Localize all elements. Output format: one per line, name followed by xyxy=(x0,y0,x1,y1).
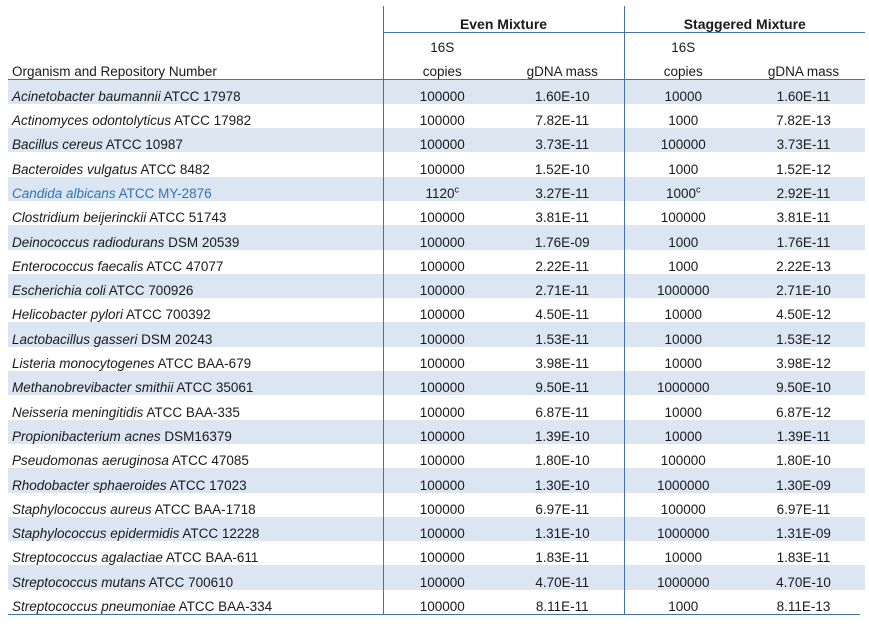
organism-repository-number: ATCC 47077 xyxy=(143,258,224,274)
cell-staggered-gdna-mass-value: 1.52E-12 xyxy=(776,161,831,177)
cell-staggered-16s-copies-value: 100000 xyxy=(660,453,706,469)
cell-staggered-gdna-mass xyxy=(742,298,865,322)
cell-organism xyxy=(8,468,383,492)
cell-staggered-16s-copies xyxy=(624,177,742,201)
organism-repository-number: ATCC 700392 xyxy=(123,307,211,323)
organism-repository-number: ATCC 8482 xyxy=(137,161,210,177)
cell-organism xyxy=(8,347,383,371)
cell-staggered-16s-copies xyxy=(624,420,742,444)
cell-staggered-16s-copies-value: 100000 xyxy=(660,137,706,153)
cell-even-16s-copies-value: 100000 xyxy=(419,283,465,299)
table-row xyxy=(8,468,865,492)
cell-staggered-16s-copies xyxy=(624,565,742,589)
cell-staggered-16s-copies xyxy=(624,541,742,565)
cell-even-gdna-mass-value: 1.80E-10 xyxy=(534,453,590,469)
cell-even-gdna-mass xyxy=(501,322,624,346)
header-staggered-gdna-mass: gDNA mass xyxy=(767,64,840,79)
cell-even-16s-copies xyxy=(383,322,501,346)
table-row xyxy=(8,201,865,225)
cell-staggered-16s-copies-value: 1000 xyxy=(665,185,697,201)
cell-even-gdna-mass-value: 8.11E-11 xyxy=(535,599,589,615)
organism-repository-number: ATCC BAA-335 xyxy=(143,404,240,420)
cell-staggered-gdna-mass xyxy=(742,468,865,492)
organism-repository-number: ATCC 10987 xyxy=(102,137,183,153)
cell-staggered-gdna-mass xyxy=(742,128,865,152)
organism-species-name: Streptococcus pneumoniae xyxy=(12,599,176,615)
organism-species-name: Neisseria meningitidis xyxy=(12,404,144,420)
cell-even-16s-copies-value: 100000 xyxy=(419,88,465,104)
cell-staggered-gdna-mass xyxy=(742,444,865,468)
cell-staggered-gdna-mass-value: 7.82E-13 xyxy=(776,113,831,129)
organism-species-name: Bacillus cereus xyxy=(12,137,103,153)
organism-species-name: Staphylococcus epidermidis xyxy=(12,526,180,542)
cell-staggered-gdna-mass-value: 1.76E-11 xyxy=(776,234,831,250)
cell-even-16s-copies xyxy=(383,517,501,541)
table-row xyxy=(8,128,865,152)
cell-staggered-16s-copies xyxy=(624,250,742,274)
table-row xyxy=(8,177,865,201)
header-sub-blank xyxy=(8,33,383,56)
cell-even-gdna-mass xyxy=(501,274,624,298)
cell-even-gdna-mass-value: 3.27E-11 xyxy=(535,185,590,201)
cell-even-gdna-mass-value: 4.50E-11 xyxy=(535,307,590,323)
cell-even-16s-copies xyxy=(383,298,501,322)
organism-repository-number: ATCC 12228 xyxy=(179,526,260,542)
organism-repository-number: ATCC BAA-611 xyxy=(162,550,259,566)
organism-repository-number: ATCC 17978 xyxy=(160,88,241,104)
cell-even-gdna-mass xyxy=(501,225,624,249)
organism-species-name: Acinetobacter baumannii xyxy=(12,88,161,104)
cell-organism xyxy=(8,250,383,274)
organism-repository-number: ATCC 35061 xyxy=(173,380,254,396)
cell-staggered-16s-copies-value: 100000 xyxy=(660,210,706,226)
header-blank-cell xyxy=(8,6,383,33)
cell-staggered-16s-copies-value: 1000 xyxy=(668,599,699,615)
organism-species-name: Helicobacter pylori xyxy=(12,307,124,323)
cell-staggered-16s-copies xyxy=(624,590,742,614)
cell-staggered-gdna-mass xyxy=(742,80,865,104)
cell-staggered-gdna-mass-value: 9.50E-10 xyxy=(776,380,831,396)
cell-organism xyxy=(8,420,383,444)
cell-even-gdna-mass xyxy=(501,201,624,225)
header-even-mixture: Even Mixture xyxy=(383,6,624,33)
cell-staggered-16s-copies-value: 10000 xyxy=(664,307,703,323)
cell-staggered-gdna-mass-value: 6.97E-11 xyxy=(776,501,831,517)
cell-even-gdna-mass-value: 2.22E-11 xyxy=(535,258,590,274)
cell-staggered-gdna-mass xyxy=(742,493,865,517)
cell-staggered-gdna-mass-value: 6.87E-12 xyxy=(776,404,831,420)
table-row xyxy=(8,371,865,395)
cell-even-16s-copies-value: 100000 xyxy=(419,501,465,517)
cell-staggered-gdna-mass-value: 1.39E-11 xyxy=(776,428,831,444)
cell-staggered-gdna-mass-value: 2.22E-13 xyxy=(776,258,831,274)
cell-staggered-16s-copies xyxy=(624,322,742,346)
header-staggered-mixture: Staggered Mixture xyxy=(624,6,865,33)
organism-species-name: Streptococcus mutans xyxy=(12,574,146,590)
cell-even-16s-copies xyxy=(383,347,501,371)
table-row xyxy=(8,80,865,104)
organism-repository-number: ATCC 47085 xyxy=(168,453,249,469)
cell-organism xyxy=(8,322,383,346)
cell-staggered-16s-copies xyxy=(624,468,742,492)
header-staggered-mass-blank xyxy=(742,33,865,56)
cell-even-gdna-mass xyxy=(501,347,624,371)
table-row xyxy=(8,493,865,517)
cell-staggered-gdna-mass xyxy=(742,347,865,371)
cell-staggered-gdna-mass xyxy=(742,322,865,346)
cell-even-gdna-mass xyxy=(501,468,624,492)
cell-organism xyxy=(8,565,383,589)
organism-repository-number: ATCC 700610 xyxy=(145,574,234,590)
cell-staggered-16s-copies-value: 1000000 xyxy=(656,477,710,493)
cell-even-16s-copies-value: 100000 xyxy=(419,307,465,323)
cell-even-gdna-mass xyxy=(501,152,624,176)
organism-mixture-table xyxy=(8,6,865,614)
cell-staggered-16s-copies xyxy=(624,225,742,249)
cell-even-gdna-mass-value: 6.97E-11 xyxy=(535,501,590,517)
organism-species-name: Streptococcus agalactiae xyxy=(12,550,163,566)
table-row xyxy=(8,517,865,541)
organism-repository-number: ATCC 700926 xyxy=(105,283,194,299)
table-row xyxy=(8,541,865,565)
cell-staggered-gdna-mass-value: 4.70E-10 xyxy=(776,574,831,590)
cell-even-gdna-mass-value: 3.73E-11 xyxy=(535,137,590,153)
organism-species-name: Propionibacterium acnes xyxy=(12,428,161,444)
table-sheet xyxy=(0,6,869,638)
header-even-mass-blank xyxy=(501,33,624,56)
cell-even-16s-copies-footnote-marker: c xyxy=(454,184,460,195)
table-bottom-rule xyxy=(8,614,860,615)
cell-staggered-gdna-mass xyxy=(742,565,865,589)
cell-even-gdna-mass-value: 1.60E-10 xyxy=(534,88,590,104)
cell-staggered-gdna-mass xyxy=(742,541,865,565)
table-row xyxy=(8,152,865,176)
cell-staggered-16s-copies-value: 1000000 xyxy=(656,380,710,396)
cell-even-gdna-mass-value: 4.70E-11 xyxy=(535,574,590,590)
cell-staggered-16s-copies-value: 100000 xyxy=(660,501,706,517)
cell-even-16s-copies xyxy=(383,177,501,201)
cell-even-16s-copies-value: 1120 xyxy=(425,185,455,201)
cell-even-gdna-mass-value: 1.30E-10 xyxy=(534,477,590,493)
cell-even-gdna-mass xyxy=(501,250,624,274)
organism-species-name: Staphylococcus aureus xyxy=(12,501,152,517)
organism-species-name: Bacteroides vulgatus xyxy=(12,161,138,177)
cell-staggered-gdna-mass-value: 1.60E-11 xyxy=(776,88,831,104)
cell-staggered-gdna-mass-value: 3.98E-12 xyxy=(776,356,831,372)
cell-even-gdna-mass xyxy=(501,177,624,201)
cell-even-gdna-mass xyxy=(501,493,624,517)
cell-even-gdna-mass-value: 7.82E-11 xyxy=(535,113,590,129)
table-row xyxy=(8,420,865,444)
table-row xyxy=(8,395,865,419)
organism-species-name: Escherichia coli xyxy=(12,283,106,299)
cell-staggered-16s-copies-value: 1000 xyxy=(668,258,699,274)
cell-staggered-gdna-mass-value: 3.81E-11 xyxy=(776,210,831,226)
cell-even-16s-copies xyxy=(383,590,501,614)
organism-repository-number: ATCC BAA-1718 xyxy=(151,501,256,517)
cell-even-16s-copies-value: 100000 xyxy=(419,526,465,542)
table-row xyxy=(8,104,865,128)
organism-species-name: Methanobrevibacter smithii xyxy=(12,380,174,396)
cell-staggered-16s-copies xyxy=(624,347,742,371)
cell-even-16s-copies-value: 100000 xyxy=(419,574,465,590)
cell-staggered-16s-copies xyxy=(624,128,742,152)
cell-staggered-gdna-mass xyxy=(742,517,865,541)
cell-even-16s-copies xyxy=(383,225,501,249)
cell-staggered-16s-copies-value: 10000 xyxy=(664,331,703,347)
cell-even-16s-copies-value: 100000 xyxy=(419,331,465,347)
cell-even-gdna-mass-value: 9.50E-11 xyxy=(535,380,590,396)
table-body xyxy=(8,80,865,615)
cell-organism xyxy=(8,128,383,152)
cell-staggered-gdna-mass xyxy=(742,371,865,395)
organism-repository-number: ATCC 51743 xyxy=(146,210,227,226)
cell-staggered-gdna-mass-value: 1.83E-11 xyxy=(776,550,831,566)
cell-organism xyxy=(8,274,383,298)
cell-even-16s-copies-value: 100000 xyxy=(419,137,465,153)
cell-staggered-16s-copies-value: 1000 xyxy=(668,234,699,250)
cell-even-gdna-mass-value: 1.83E-11 xyxy=(535,550,590,566)
cell-even-16s-copies-value: 100000 xyxy=(419,234,465,250)
cell-even-16s-copies-value: 100000 xyxy=(419,210,465,226)
organism-repository-number: ATCC BAA-679 xyxy=(154,356,252,372)
cell-even-gdna-mass xyxy=(501,541,624,565)
cell-organism xyxy=(8,395,383,419)
organism-species-name: Enterococcus faecalis xyxy=(12,258,144,274)
organism-repository-number: ATCC BAA-334 xyxy=(175,599,273,615)
cell-organism xyxy=(8,152,383,176)
cell-staggered-16s-copies xyxy=(624,201,742,225)
cell-organism xyxy=(8,444,383,468)
cell-even-gdna-mass xyxy=(501,395,624,419)
cell-even-16s-copies-value: 100000 xyxy=(419,550,465,566)
header-group-row xyxy=(8,6,865,33)
cell-even-16s-copies xyxy=(383,420,501,444)
cell-even-gdna-mass xyxy=(501,371,624,395)
cell-even-gdna-mass-value: 1.76E-09 xyxy=(534,234,590,250)
cell-staggered-16s-copies-value: 1000000 xyxy=(656,574,710,590)
cell-even-16s-copies-value: 100000 xyxy=(419,599,465,615)
cell-staggered-gdna-mass xyxy=(742,201,865,225)
cell-even-gdna-mass-value: 3.98E-11 xyxy=(535,356,590,372)
table-row xyxy=(8,225,865,249)
table-row xyxy=(8,347,865,371)
cell-staggered-16s-copies xyxy=(624,493,742,517)
cell-staggered-16s-copies xyxy=(624,298,742,322)
organism-species-name: Listeria monocytogenes xyxy=(12,356,155,372)
header-even-copies: copies xyxy=(383,55,501,80)
cell-even-16s-copies-value: 100000 xyxy=(419,477,465,493)
cell-even-gdna-mass-value: 6.87E-11 xyxy=(535,404,590,420)
cell-organism xyxy=(8,80,383,104)
cell-organism xyxy=(8,298,383,322)
organism-species-name: Rhodobacter sphaeroides xyxy=(12,477,167,493)
cell-staggered-gdna-mass xyxy=(742,274,865,298)
table-row xyxy=(8,590,865,614)
cell-even-gdna-mass xyxy=(501,420,624,444)
cell-staggered-16s-copies-value: 10000 xyxy=(664,356,703,372)
cell-staggered-16s-copies xyxy=(624,274,742,298)
cell-organism xyxy=(8,371,383,395)
organism-repository-number: DSM16379 xyxy=(160,428,232,444)
cell-staggered-16s-copies xyxy=(624,444,742,468)
cell-staggered-16s-copies xyxy=(624,395,742,419)
cell-even-16s-copies-value: 100000 xyxy=(419,428,465,444)
header-subrow-2 xyxy=(8,55,865,80)
organism-species-name: Actinomyces odontolyticus xyxy=(12,113,172,129)
table-row xyxy=(8,250,865,274)
table-row xyxy=(8,274,865,298)
cell-staggered-gdna-mass-value: 1.80E-10 xyxy=(776,453,831,469)
cell-staggered-gdna-mass xyxy=(742,225,865,249)
cell-staggered-16s-copies xyxy=(624,517,742,541)
cell-organism xyxy=(8,104,383,128)
table-row xyxy=(8,298,865,322)
cell-staggered-gdna-mass-value: 1.53E-12 xyxy=(776,331,831,347)
cell-staggered-16s-copies-value: 10000 xyxy=(664,550,703,566)
header-even-16s: 16S xyxy=(383,33,501,56)
cell-staggered-16s-copies xyxy=(624,152,742,176)
cell-even-gdna-mass-value: 1.53E-11 xyxy=(535,331,590,347)
cell-staggered-16s-copies xyxy=(624,104,742,128)
cell-staggered-16s-copies-footnote-marker: c xyxy=(696,184,701,195)
organism-repository-number: ATCC 17982 xyxy=(171,113,252,129)
table-header xyxy=(8,6,865,80)
organism-repository-number: ATCC MY-2876 xyxy=(115,185,212,201)
cell-staggered-16s-copies-value: 1000000 xyxy=(656,526,710,542)
cell-even-gdna-mass xyxy=(501,104,624,128)
table-row xyxy=(8,444,865,468)
cell-even-16s-copies xyxy=(383,274,501,298)
cell-even-gdna-mass xyxy=(501,590,624,614)
cell-even-16s-copies xyxy=(383,152,501,176)
header-staggered-16s: 16S xyxy=(624,33,742,56)
cell-even-gdna-mass xyxy=(501,298,624,322)
cell-even-16s-copies xyxy=(383,468,501,492)
cell-even-16s-copies xyxy=(383,104,501,128)
cell-staggered-gdna-mass xyxy=(742,152,865,176)
cell-staggered-gdna-mass-value: 2.71E-10 xyxy=(776,283,831,299)
cell-even-16s-copies-value: 100000 xyxy=(419,404,465,420)
table-row xyxy=(8,565,865,589)
cell-staggered-gdna-mass-value: 8.11E-13 xyxy=(776,599,831,615)
cell-organism xyxy=(8,177,383,201)
cell-staggered-gdna-mass-value: 4.50E-12 xyxy=(776,307,831,323)
cell-even-gdna-mass xyxy=(501,80,624,104)
cell-staggered-16s-copies-value: 10000 xyxy=(664,428,703,444)
cell-even-16s-copies xyxy=(383,565,501,589)
cell-organism xyxy=(8,541,383,565)
cell-even-16s-copies xyxy=(383,80,501,104)
organism-species-name: Lactobacillus gasseri xyxy=(12,331,138,347)
organism-species-name: Candida albicans xyxy=(12,185,116,201)
cell-even-gdna-mass-value: 1.52E-10 xyxy=(534,161,590,177)
cell-even-16s-copies xyxy=(383,371,501,395)
cell-staggered-gdna-mass xyxy=(742,104,865,128)
cell-even-16s-copies xyxy=(383,250,501,274)
organism-repository-number: ATCC 17023 xyxy=(166,477,247,493)
header-subrow-1 xyxy=(8,33,865,56)
cell-even-16s-copies-value: 100000 xyxy=(419,258,465,274)
header-staggered-copies: copies xyxy=(624,55,742,80)
cell-even-16s-copies-value: 100000 xyxy=(419,113,465,129)
cell-even-gdna-mass-value: 3.81E-11 xyxy=(535,210,590,226)
cell-staggered-gdna-mass-value: 1.31E-09 xyxy=(776,526,831,542)
cell-even-16s-copies-value: 100000 xyxy=(419,161,465,177)
cell-even-16s-copies xyxy=(383,201,501,225)
cell-staggered-16s-copies xyxy=(624,80,742,104)
cell-organism xyxy=(8,201,383,225)
cell-organism xyxy=(8,493,383,517)
cell-staggered-16s-copies-value: 1000000 xyxy=(656,283,710,299)
organism-species-name: Clostridium beijerinckii xyxy=(12,210,147,226)
organism-repository-number: DSM 20243 xyxy=(137,331,213,347)
cell-organism xyxy=(8,517,383,541)
cell-staggered-gdna-mass-value: 1.30E-09 xyxy=(776,477,831,493)
cell-staggered-16s-copies-value: 1000 xyxy=(668,161,699,177)
cell-even-16s-copies xyxy=(383,493,501,517)
cell-staggered-gdna-mass xyxy=(742,420,865,444)
cell-staggered-16s-copies-value: 10000 xyxy=(664,88,703,104)
cell-staggered-gdna-mass-value: 2.92E-11 xyxy=(776,185,831,201)
organism-species-name: Pseudomonas aeruginosa xyxy=(12,453,169,469)
cell-even-16s-copies-value: 100000 xyxy=(419,356,465,372)
cell-staggered-16s-copies-value: 1000 xyxy=(668,113,699,129)
cell-staggered-gdna-mass xyxy=(742,177,865,201)
header-organism: Organism and Repository Number xyxy=(12,64,217,79)
cell-even-16s-copies-value: 100000 xyxy=(419,380,465,396)
cell-even-gdna-mass-value: 1.39E-10 xyxy=(534,428,590,444)
cell-even-gdna-mass xyxy=(501,444,624,468)
cell-staggered-gdna-mass xyxy=(742,395,865,419)
organism-species-name: Deinococcus radiodurans xyxy=(12,234,165,250)
cell-organism xyxy=(8,590,383,614)
cell-even-gdna-mass xyxy=(501,128,624,152)
cell-staggered-16s-copies xyxy=(624,371,742,395)
cell-even-gdna-mass-value: 2.71E-11 xyxy=(535,283,590,299)
cell-staggered-gdna-mass xyxy=(742,590,865,614)
header-even-gdna-mass: gDNA mass xyxy=(526,64,598,79)
cell-staggered-gdna-mass xyxy=(742,250,865,274)
table-row xyxy=(8,322,865,346)
cell-staggered-gdna-mass-value: 3.73E-11 xyxy=(776,137,831,153)
organism-repository-number: DSM 20539 xyxy=(164,234,240,250)
cell-organism xyxy=(8,225,383,249)
cell-even-16s-copies xyxy=(383,395,501,419)
cell-even-16s-copies xyxy=(383,444,501,468)
cell-even-gdna-mass-value: 1.31E-10 xyxy=(534,526,590,542)
cell-even-16s-copies xyxy=(383,541,501,565)
cell-staggered-16s-copies-value: 10000 xyxy=(664,404,703,420)
cell-even-16s-copies-value: 100000 xyxy=(419,453,465,469)
cell-even-gdna-mass xyxy=(501,565,624,589)
cell-even-gdna-mass xyxy=(501,517,624,541)
cell-even-16s-copies xyxy=(383,128,501,152)
